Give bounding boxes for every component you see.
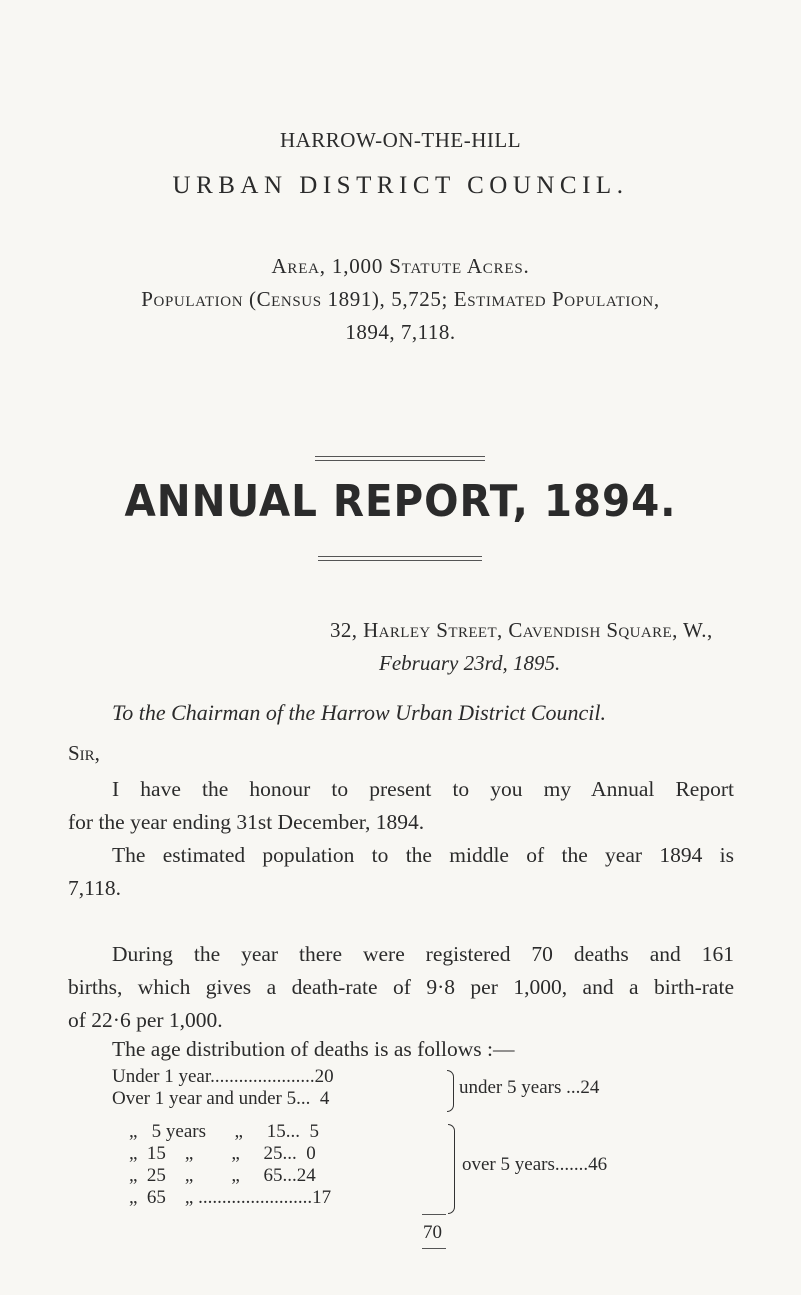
letter-date: February 23rd, 1895.	[379, 651, 561, 675]
report-title: ANNUAL REPORT, 1894.	[124, 476, 677, 527]
place-heading: HARROW-ON-THE-HILL	[279, 128, 522, 152]
population-line: Population (Census 1891), 5,725; Estimated Population,	[141, 287, 660, 311]
title-rule-top-2	[315, 460, 485, 461]
paragraph-line: The estimated population to the middle of the year 1894 is	[112, 843, 734, 867]
total-rule-top	[422, 1214, 446, 1215]
paragraph-line: births, which gives a death-rate of 9·8 per 1,000, and a birth-rate	[68, 975, 734, 999]
age-total: 70	[423, 1222, 442, 1243]
age-row: Over 1 year and under 5... 4	[112, 1088, 330, 1109]
paragraph-line: During the year there were registered 70 deaths and 161	[112, 942, 734, 966]
age-row: „ 15 „ „ 25... 0	[129, 1143, 316, 1164]
brace-over-5	[448, 1124, 455, 1214]
title-rule-top	[315, 456, 485, 457]
age-row: Under 1 year......................20	[112, 1066, 334, 1087]
paragraph-line: of 22·6 per 1,000.	[68, 1008, 223, 1032]
age-row: „ 25 „ „ 65...24	[129, 1165, 316, 1186]
age-row: „ 65 „ ........................17	[129, 1187, 332, 1208]
salutation: Sir,	[68, 741, 100, 765]
group-under-5: under 5 years ...24	[459, 1077, 600, 1098]
paragraph-age-intro: The age distribution of deaths is as follows :—	[112, 1037, 515, 1061]
paragraph-line: for the year ending 31st December, 1894.	[68, 810, 425, 834]
paragraph-rates	[68, 938, 734, 1037]
sender-address: 32, Harley Street, Cavendish Square, W.,	[330, 618, 713, 642]
title-rule-bottom	[318, 556, 482, 557]
paragraph-line: 7,118.	[68, 876, 121, 900]
paragraph-report	[68, 773, 734, 839]
brace-under-5	[447, 1070, 454, 1112]
paragraph-line: I have the honour to present to you my Annual Report	[112, 777, 734, 801]
total-rule-bottom	[422, 1248, 446, 1249]
council-heading: URBAN DISTRICT COUNCIL.	[172, 172, 629, 199]
area-line: Area, 1,000 Statute Acres.	[271, 254, 530, 278]
paragraph-population	[68, 839, 734, 905]
addressee: To the Chairman of the Harrow Urban District Council.	[112, 700, 607, 725]
group-over-5: over 5 years.......46	[462, 1154, 608, 1175]
population-line-2: 1894, 7,118.	[345, 320, 456, 344]
age-row: „ 5 years „ 15... 5	[129, 1121, 319, 1142]
title-rule-bottom-2	[318, 560, 482, 561]
